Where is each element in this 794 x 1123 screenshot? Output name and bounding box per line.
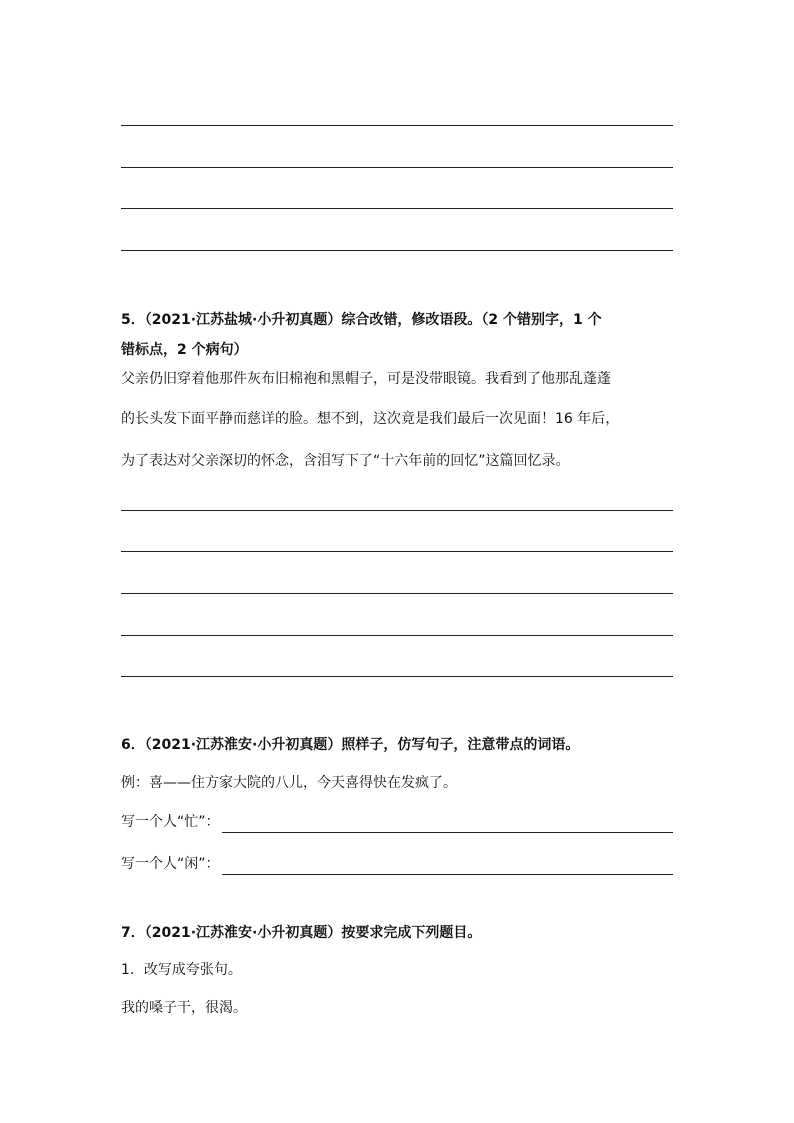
answer-line[interactable] [121,676,673,677]
question-6-busy-row [121,811,673,833]
question-6-example: 例：喜——住方家大院的八儿，今天喜得快在发疯了。 [121,775,457,791]
answer-line[interactable] [121,593,673,594]
question-6-busy-prompt: 写一个人“忙”： [121,814,220,830]
question-5-header-line2: 错标点，2 个病句） [121,342,248,358]
answer-line[interactable] [121,551,673,552]
answer-line[interactable] [121,125,673,126]
question-7-item-1: 1．改写成夸张句。 [121,962,242,978]
answer-line[interactable] [121,208,673,209]
question-6-idle-prompt: 写一个人“闲”： [121,856,220,872]
answer-line[interactable] [121,167,673,168]
question-6-idle-answer-line[interactable] [222,873,673,875]
question-6-busy-answer-line[interactable] [222,831,673,833]
answer-line[interactable] [121,510,673,511]
question-5-passage-line2: 的长头发下面平静而慈详的脸。想不到，这次竟是我们最后一次见面！16 年后， [121,411,620,427]
answer-line[interactable] [121,250,673,251]
question-6-idle-row [121,853,673,875]
question-7-sentence: 我的嗓子干，很渴。 [121,1000,247,1016]
question-6-header: 6．（2021·江苏淮安·小升初真题）照样子，仿写句子，注意带点的词语。 [121,737,580,753]
question-5-passage-line3: 为了表达对父亲深切的怀念，含泪写下了“十六年前的回忆”这篇回忆录。 [121,453,570,469]
answer-line[interactable] [121,635,673,636]
question-5-header-line1: 5．（2021·江苏盐城·小升初真题）综合改错，修改语段。（2 个错别字，1 个 [121,312,602,328]
question-5-passage-line1: 父亲仍旧穿着他那件灰布旧棉袍和黑帽子，可是没带眼镜。我看到了他那乱蓬蓬 [121,371,611,387]
question-7-header: 7．（2021·江苏淮安·小升初真题）按要求完成下列题目。 [121,925,482,941]
